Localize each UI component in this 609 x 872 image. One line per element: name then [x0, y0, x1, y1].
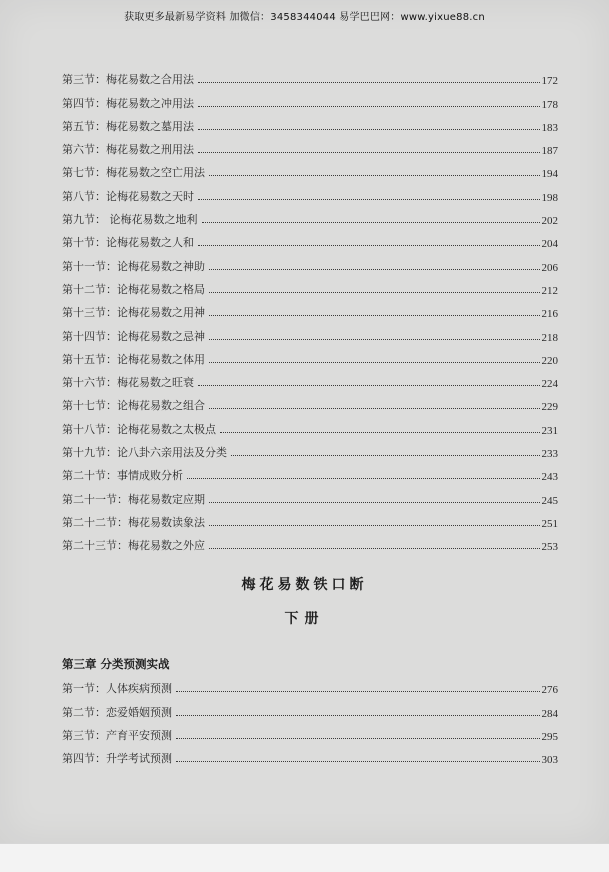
toc-entry-title: 第十四节：论梅花易数之忌神 — [62, 329, 205, 343]
toc-entry-page: 172 — [541, 75, 558, 88]
toc-entry-title: 第四节：梅花易数之冲用法 — [62, 96, 194, 110]
dot-leader — [231, 455, 540, 456]
toc-entry-page: 187 — [541, 145, 558, 158]
toc-entry-title: 第三节：产育平安预测 — [62, 728, 172, 742]
toc-entry — [62, 530, 558, 553]
toc-entry-page: 284 — [541, 707, 558, 720]
toc-entry-title: 第十八节：论梅花易数之太极点 — [62, 422, 216, 436]
toc-entry-title: 第十二节：论梅花易数之格局 — [62, 282, 205, 296]
page-header: 获取更多最新易学资料 加微信：3458344044 易学巴巴网：www.yixue88.cn — [124, 12, 485, 23]
toc-entry — [62, 460, 558, 483]
dot-leader — [198, 129, 540, 130]
toc-entry — [62, 483, 558, 506]
toc-entry-title: 第九节： 论梅花易数之地利 — [62, 213, 198, 227]
chapter-heading: 第三章 分类预测实战 — [62, 657, 170, 671]
toc-entry-page: 220 — [541, 354, 558, 367]
dot-leader — [198, 106, 540, 107]
toc-entry-title: 第十六节：梅花易数之旺衰 — [62, 376, 194, 390]
toc-entry — [62, 437, 558, 460]
toc-entry-title: 第六节：梅花易数之刑用法 — [62, 143, 194, 157]
toc-entry-title: 第十节：论梅花易数之人和 — [62, 236, 194, 250]
toc-entry — [62, 157, 558, 180]
toc-entry — [62, 297, 558, 320]
dot-leader — [220, 432, 540, 433]
dot-leader — [209, 269, 540, 270]
toc-entry-title: 第二十三节：梅花易数之外应 — [62, 539, 205, 553]
dot-leader — [209, 175, 540, 176]
toc-entry — [62, 344, 558, 367]
toc-entry — [62, 673, 558, 696]
toc-entry — [62, 180, 558, 203]
toc-entry — [62, 87, 558, 110]
dot-leader — [209, 339, 540, 340]
dot-leader — [198, 385, 540, 386]
toc-entry-page: 245 — [541, 494, 558, 507]
toc-entry-title: 第十一节：论梅花易数之神助 — [62, 259, 205, 273]
toc-entry-title: 第八节：论梅花易数之天时 — [62, 189, 194, 203]
toc-entry-page: 231 — [541, 424, 558, 437]
dot-leader — [176, 738, 540, 739]
dot-leader — [202, 222, 540, 223]
toc-entry-title: 第十五节：论梅花易数之体用 — [62, 352, 205, 366]
toc-entry-page: 251 — [541, 517, 558, 530]
toc-entry-title: 第二十二节：梅花易数读象法 — [62, 515, 205, 529]
toc-entry-page: 183 — [541, 121, 558, 134]
toc-entry — [62, 250, 558, 273]
toc-entry-page: 198 — [541, 191, 558, 204]
toc-entry — [62, 64, 558, 87]
dot-leader — [176, 691, 540, 692]
dot-leader — [198, 199, 540, 200]
toc-lower — [62, 673, 558, 766]
toc-entry-page: 212 — [541, 284, 558, 297]
toc-entry-title: 第四节：升学考试预测 — [62, 752, 172, 766]
dot-leader — [209, 502, 540, 503]
dot-leader — [209, 292, 540, 293]
toc-entry-title: 第二十一节：梅花易数定应期 — [62, 492, 205, 506]
dot-leader — [176, 761, 540, 762]
dot-leader — [187, 478, 540, 479]
viewer-bottom-bar — [0, 843, 609, 872]
toc-entry-page: 218 — [541, 331, 558, 344]
toc-entry-page: 243 — [541, 471, 558, 484]
dot-leader — [198, 152, 540, 153]
toc-entry-title: 第十三节：论梅花易数之用神 — [62, 306, 205, 320]
toc-upper — [62, 64, 558, 553]
toc-entry — [62, 320, 558, 343]
toc-entry-title: 第二节：恋爱婚姻预测 — [62, 705, 172, 719]
toc-entry — [62, 274, 558, 297]
toc-entry-page: 295 — [541, 730, 558, 743]
toc-entry-title: 第七节：梅花易数之空亡用法 — [62, 166, 205, 180]
toc-entry-title: 第一节：人体疾病预测 — [62, 682, 172, 696]
toc-entry — [62, 507, 558, 530]
toc-entry-page: 253 — [541, 541, 558, 554]
toc-entry-page: 216 — [541, 308, 558, 321]
toc-entry — [62, 720, 558, 743]
toc-entry-page: 206 — [541, 261, 558, 274]
toc-entry — [62, 367, 558, 390]
book-title: 梅花易数铁口断 — [241, 577, 368, 593]
toc-entry — [62, 134, 558, 157]
toc-entry — [62, 111, 558, 134]
toc-entry-page: 303 — [541, 754, 558, 767]
toc-entry-page: 178 — [541, 98, 558, 111]
dot-leader — [209, 548, 540, 549]
dot-leader — [209, 362, 540, 363]
toc-entry-page: 229 — [541, 401, 558, 414]
toc-entry-page: 204 — [541, 238, 558, 251]
toc-entry-page: 233 — [541, 448, 558, 461]
dot-leader — [209, 408, 540, 409]
toc-entry — [62, 204, 558, 227]
toc-entry-page: 276 — [541, 684, 558, 697]
dot-leader — [198, 245, 540, 246]
toc-entry-title: 第十九节：论八卦六亲用法及分类 — [62, 446, 227, 460]
toc-entry — [62, 696, 558, 719]
toc-entry-title: 第二十节：事情成败分析 — [62, 469, 183, 483]
toc-entry-title: 第五节：梅花易数之墓用法 — [62, 119, 194, 133]
toc-entry-page: 224 — [541, 378, 558, 391]
dot-leader — [209, 315, 540, 316]
toc-entry-title: 第十七节：论梅花易数之组合 — [62, 399, 205, 413]
dot-leader — [198, 82, 540, 83]
volume-title: 下册 — [284, 611, 325, 627]
toc-entry-page: 194 — [541, 168, 558, 181]
toc-entry — [62, 390, 558, 413]
toc-entry — [62, 227, 558, 250]
dot-leader — [209, 525, 540, 526]
dot-leader — [176, 715, 540, 716]
toc-entry-title: 第三节：梅花易数之合用法 — [62, 73, 194, 87]
toc-entry — [62, 413, 558, 436]
toc-entry — [62, 743, 558, 766]
toc-entry-page: 202 — [541, 215, 558, 228]
